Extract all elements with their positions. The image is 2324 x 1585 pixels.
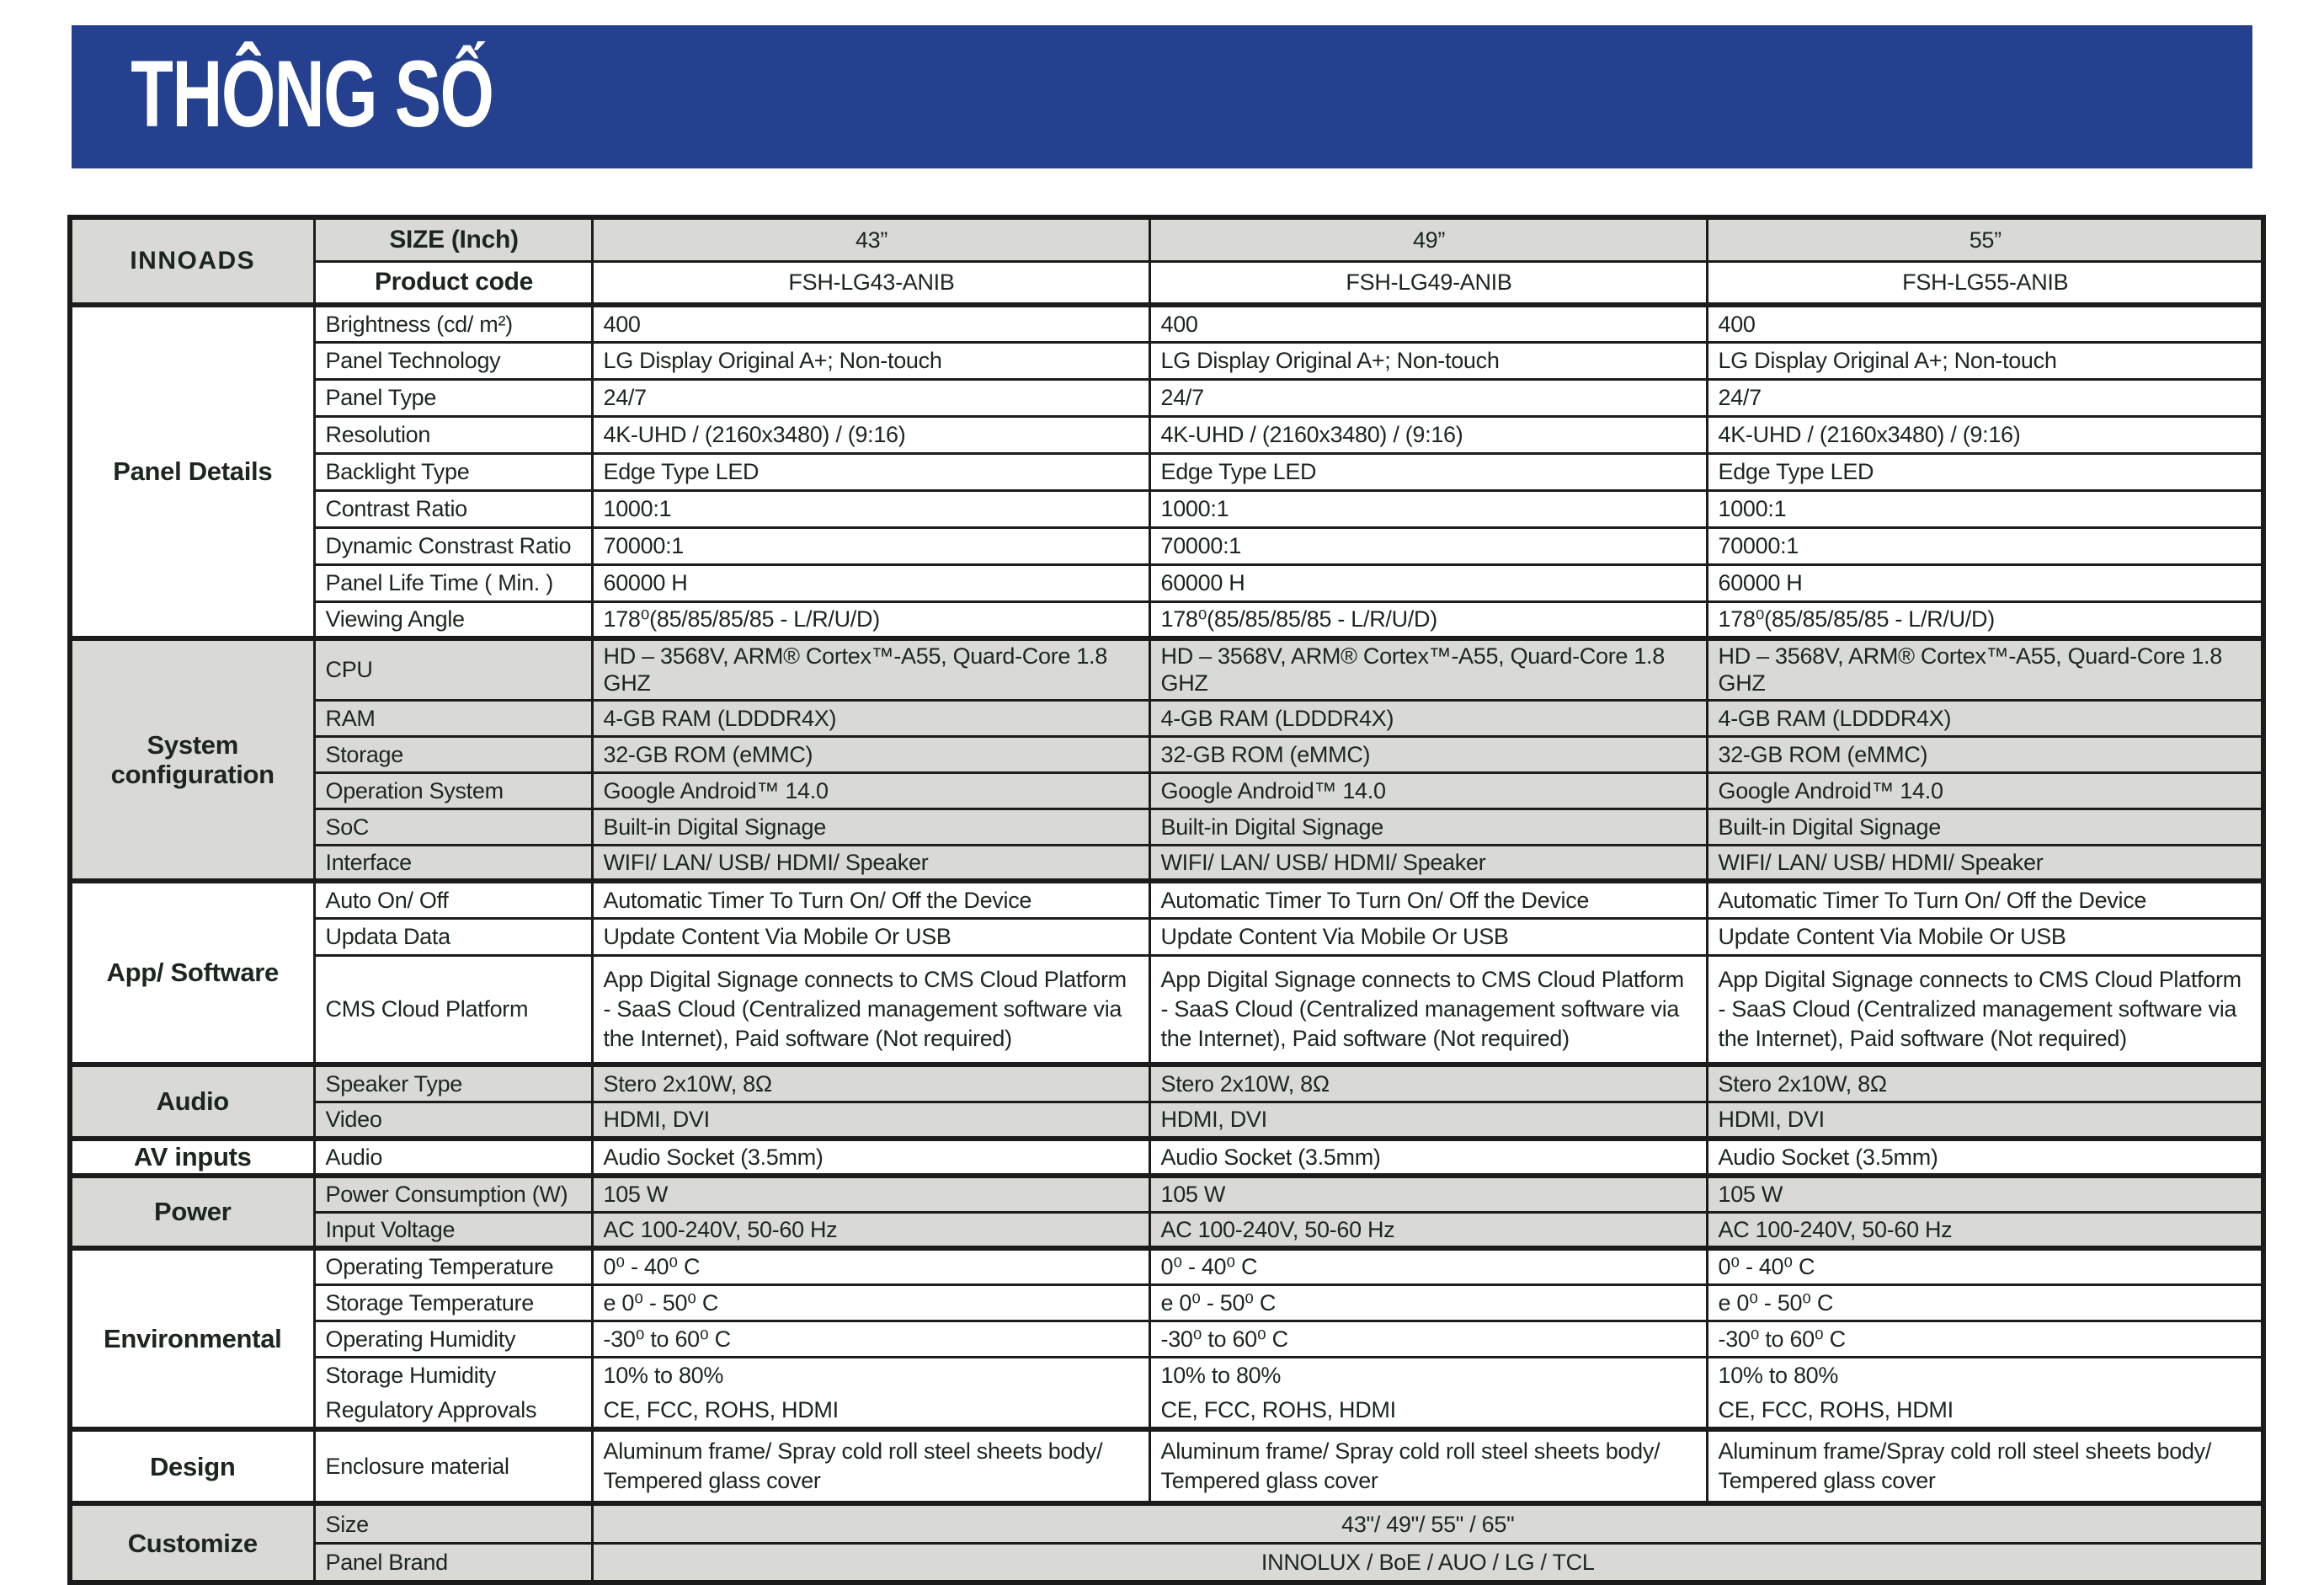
spec-value: App Digital Signage connects to CMS Cloud Platform - SaaS Cloud (Centralized management software via the Internet), Paid software (Not required) — [1149, 955, 1707, 1065]
spec-value: Audio Socket (3.5mm) — [592, 1139, 1149, 1176]
spec-label: Speaker Type — [314, 1065, 592, 1102]
spec-value: 1000:1 — [1707, 490, 2263, 527]
spec-value: HDMI, DVI — [1149, 1102, 1707, 1139]
table-row — [70, 601, 2263, 638]
spec-value: Edge Type LED — [1149, 453, 1707, 490]
spec-label: Brightness (cd/ m²) — [314, 305, 592, 342]
spec-label: Operation System — [314, 772, 592, 809]
spec-value: App Digital Signage connects to CMS Cloud Platform - SaaS Cloud (Centralized management software via the Internet), Paid software (Not required) — [592, 955, 1149, 1065]
section-customize: Customize — [70, 1503, 314, 1582]
size-column-header: 55” — [1707, 217, 2263, 261]
spec-label: Contrast Ratio — [314, 490, 592, 527]
spec-value: 178⁰(85/85/85/85 - L/R/U/D) — [592, 601, 1149, 638]
table-row — [70, 809, 2263, 845]
table-row — [70, 1248, 2263, 1284]
spec-label: CMS Cloud Platform — [314, 955, 592, 1065]
spec-value: Google Android™ 14.0 — [1149, 772, 1707, 809]
spec-value: 24/7 — [592, 379, 1149, 416]
spec-value: 105 W — [1707, 1176, 2263, 1212]
spec-label: Updata Data — [314, 918, 592, 955]
section-audio: Audio — [70, 1065, 314, 1139]
spec-label: Panel Type — [314, 379, 592, 416]
spec-value: 1000:1 — [1149, 490, 1707, 527]
spec-value: CE, FCC, ROHS, HDMI — [1707, 1393, 2263, 1429]
spec-value: 10% to 80% — [592, 1357, 1149, 1393]
table-row — [70, 1284, 2263, 1321]
spec-value: App Digital Signage connects to CMS Cloud Platform - SaaS Cloud (Centralized management software via the Internet), Paid software (Not required) — [1707, 955, 2263, 1065]
spec-value: 0⁰ - 40⁰ C — [592, 1248, 1149, 1284]
table-row — [70, 453, 2263, 490]
table-row — [70, 1321, 2263, 1357]
spec-label: Resolution — [314, 416, 592, 453]
spec-value: 4-GB RAM (LDDDR4X) — [592, 700, 1149, 736]
spec-value: AC 100-240V, 50-60 Hz — [1149, 1212, 1707, 1248]
table-row — [70, 564, 2263, 601]
spec-value: 24/7 — [1707, 379, 2263, 416]
table-row — [70, 736, 2263, 772]
spec-value: 4K-UHD / (2160x3480) / (9:16) — [1707, 416, 2263, 453]
table-row — [70, 772, 2263, 809]
spec-label: Operating Humidity — [314, 1321, 592, 1357]
spec-value: e 0⁰ - 50⁰ C — [1149, 1284, 1707, 1321]
spec-value: Built-in Digital Signage — [1149, 809, 1707, 845]
spec-value: HD – 3568V, ARM® Cortex™-A55, Quard-Core 1.8 GHZ — [1149, 638, 1707, 700]
spec-label: Operating Temperature — [314, 1248, 592, 1284]
spec-value: Automatic Timer To Turn On/ Off the Device — [592, 881, 1149, 918]
table-row — [70, 1176, 2263, 1212]
spec-value: Built-in Digital Signage — [1707, 809, 2263, 845]
spec-value: 400 — [592, 305, 1149, 342]
spec-value: 178⁰(85/85/85/85 - L/R/U/D) — [1707, 601, 2263, 638]
spec-value: 32-GB ROM (eMMC) — [592, 736, 1149, 772]
spec-label: Video — [314, 1102, 592, 1139]
spec-value: 105 W — [592, 1176, 1149, 1212]
table-row — [70, 217, 2263, 261]
table-row — [70, 1212, 2263, 1248]
table-row — [70, 1393, 2263, 1429]
spec-label: Backlight Type — [314, 453, 592, 490]
spec-value: Stero 2x10W, 8Ω — [592, 1065, 1149, 1102]
table-row — [70, 1065, 2263, 1102]
spec-value: Built-in Digital Signage — [592, 809, 1149, 845]
spec-value: 10% to 80% — [1707, 1357, 2263, 1393]
size-header-label: SIZE (Inch) — [314, 217, 592, 261]
spec-value: e 0⁰ - 50⁰ C — [1707, 1284, 2263, 1321]
spec-value: WIFI/ LAN/ USB/ HDMI/ Speaker — [1149, 845, 1707, 881]
spec-value: 24/7 — [1149, 379, 1707, 416]
table-row — [70, 1139, 2263, 1176]
spec-value: HDMI, DVI — [592, 1102, 1149, 1139]
section-app-software: App/ Software — [70, 881, 314, 1065]
spec-value: 60000 H — [1707, 564, 2263, 601]
page-title: THÔNG SỐ — [131, 40, 493, 147]
spec-value: Audio Socket (3.5mm) — [1707, 1139, 2263, 1176]
spec-value: HD – 3568V, ARM® Cortex™-A55, Quard-Core 1.8 GHZ — [1707, 638, 2263, 700]
spec-label: Panel Life Time ( Min. ) — [314, 564, 592, 601]
spec-value: 0⁰ - 40⁰ C — [1707, 1248, 2263, 1284]
spec-value: Audio Socket (3.5mm) — [1149, 1139, 1707, 1176]
section-environmental: Environmental — [70, 1248, 314, 1429]
title-banner — [72, 25, 2252, 168]
product-code-value: FSH-LG43-ANIB — [592, 261, 1149, 305]
spec-label: Enclosure material — [314, 1429, 592, 1503]
spec-value: Update Content Via Mobile Or USB — [592, 918, 1149, 955]
table-row — [70, 342, 2263, 379]
spec-value-merged: 43"/ 49"/ 55" / 65" — [592, 1503, 2263, 1543]
section-system-configuration: System configuration — [70, 638, 314, 881]
spec-label: Size — [314, 1503, 592, 1543]
table-row — [70, 416, 2263, 453]
spec-value: Aluminum frame/Spray cold roll steel sheets body/ Tempered glass cover — [1707, 1429, 2263, 1503]
table-row — [70, 490, 2263, 527]
spec-label: Viewing Angle — [314, 601, 592, 638]
table-row — [70, 918, 2263, 955]
spec-label: Input Voltage — [314, 1212, 592, 1248]
spec-value: WIFI/ LAN/ USB/ HDMI/ Speaker — [592, 845, 1149, 881]
brand-cell: INNOADS — [70, 217, 314, 305]
table-row — [70, 700, 2263, 736]
section-design: Design — [70, 1429, 314, 1503]
spec-label: Dynamic Constrast Ratio — [314, 527, 592, 564]
spec-label: RAM — [314, 700, 592, 736]
table-row — [70, 261, 2263, 305]
spec-value: 60000 H — [1149, 564, 1707, 601]
spec-label: Audio — [314, 1139, 592, 1176]
spec-value: 4K-UHD / (2160x3480) / (9:16) — [1149, 416, 1707, 453]
section-av-inputs: AV inputs — [70, 1139, 314, 1176]
table-row — [70, 881, 2263, 918]
spec-table — [67, 215, 2266, 1585]
spec-value: 105 W — [1149, 1176, 1707, 1212]
spec-value: 400 — [1707, 305, 2263, 342]
spec-value: 178⁰(85/85/85/85 - L/R/U/D) — [1149, 601, 1707, 638]
spec-value: Google Android™ 14.0 — [592, 772, 1149, 809]
spec-value: 70000:1 — [1707, 527, 2263, 564]
spec-value: AC 100-240V, 50-60 Hz — [592, 1212, 1149, 1248]
spec-value: 4-GB RAM (LDDDR4X) — [1707, 700, 2263, 736]
spec-value: LG Display Original A+; Non-touch — [1707, 342, 2263, 379]
spec-value: Edge Type LED — [592, 453, 1149, 490]
spec-value: e 0⁰ - 50⁰ C — [592, 1284, 1149, 1321]
spec-value: -30⁰ to 60⁰ C — [1707, 1321, 2263, 1357]
spec-value: 60000 H — [592, 564, 1149, 601]
spec-value: 70000:1 — [592, 527, 1149, 564]
table-row — [70, 379, 2263, 416]
product-code-value: FSH-LG49-ANIB — [1149, 261, 1707, 305]
spec-label: Auto On/ Off — [314, 881, 592, 918]
spec-value-merged: INNOLUX / BoE / AUO / LG / TCL — [592, 1543, 2263, 1582]
spec-label: CPU — [314, 638, 592, 700]
spec-value: AC 100-240V, 50-60 Hz — [1707, 1212, 2263, 1248]
spec-value: HD – 3568V, ARM® Cortex™-A55, Quard-Core 1.8 GHZ — [592, 638, 1149, 700]
spec-value: 4K-UHD / (2160x3480) / (9:16) — [592, 416, 1149, 453]
size-column-header: 49” — [1149, 217, 1707, 261]
spec-value: Stero 2x10W, 8Ω — [1149, 1065, 1707, 1102]
spec-value: 400 — [1149, 305, 1707, 342]
table-row — [70, 1503, 2263, 1543]
spec-label: Interface — [314, 845, 592, 881]
table-row — [70, 955, 2263, 1065]
spec-value: Edge Type LED — [1707, 453, 2263, 490]
spec-value: 70000:1 — [1149, 527, 1707, 564]
table-row — [70, 1357, 2263, 1393]
table-row — [70, 305, 2263, 342]
spec-value: LG Display Original A+; Non-touch — [592, 342, 1149, 379]
spec-value: HDMI, DVI — [1707, 1102, 2263, 1139]
spec-value: CE, FCC, ROHS, HDMI — [1149, 1393, 1707, 1429]
size-column-header: 43” — [592, 217, 1149, 261]
spec-value: -30⁰ to 60⁰ C — [1149, 1321, 1707, 1357]
spec-label: Regulatory Approvals — [314, 1393, 592, 1429]
spec-label: Power Consumption (W) — [314, 1176, 592, 1212]
spec-value: WIFI/ LAN/ USB/ HDMI/ Speaker — [1707, 845, 2263, 881]
section-panel-details: Panel Details — [70, 305, 314, 638]
spec-value: 32-GB ROM (eMMC) — [1149, 736, 1707, 772]
spec-label: Panel Brand — [314, 1543, 592, 1582]
table-row — [70, 1102, 2263, 1139]
section-power: Power — [70, 1176, 314, 1248]
product-code-value: FSH-LG55-ANIB — [1707, 261, 2263, 305]
spec-value: 10% to 80% — [1149, 1357, 1707, 1393]
spec-label: Storage — [314, 736, 592, 772]
spec-value: CE, FCC, ROHS, HDMI — [592, 1393, 1149, 1429]
table-row — [70, 638, 2263, 700]
spec-value: Update Content Via Mobile Or USB — [1149, 918, 1707, 955]
spec-value: 32-GB ROM (eMMC) — [1707, 736, 2263, 772]
spec-value: LG Display Original A+; Non-touch — [1149, 342, 1707, 379]
table-row — [70, 845, 2263, 881]
spec-value: Aluminum frame/ Spray cold roll steel sheets body/ Tempered glass cover — [1149, 1429, 1707, 1503]
spec-value: Stero 2x10W, 8Ω — [1707, 1065, 2263, 1102]
spec-label: Storage Humidity — [314, 1357, 592, 1393]
spec-value: Update Content Via Mobile Or USB — [1707, 918, 2263, 955]
spec-value: 4-GB RAM (LDDDR4X) — [1149, 700, 1707, 736]
table-row — [70, 1429, 2263, 1503]
spec-value: 1000:1 — [592, 490, 1149, 527]
table-row — [70, 527, 2263, 564]
spec-label: Storage Temperature — [314, 1284, 592, 1321]
spec-label: SoC — [314, 809, 592, 845]
spec-label: Panel Technology — [314, 342, 592, 379]
product-code-label: Product code — [314, 261, 592, 305]
spec-value: -30⁰ to 60⁰ C — [592, 1321, 1149, 1357]
table-row — [70, 1543, 2263, 1582]
spec-value: Google Android™ 14.0 — [1707, 772, 2263, 809]
spec-value: 0⁰ - 40⁰ C — [1149, 1248, 1707, 1284]
spec-value: Aluminum frame/ Spray cold roll steel sheets body/ Tempered glass cover — [592, 1429, 1149, 1503]
spec-value: Automatic Timer To Turn On/ Off the Device — [1149, 881, 1707, 918]
spec-value: Automatic Timer To Turn On/ Off the Device — [1707, 881, 2263, 918]
